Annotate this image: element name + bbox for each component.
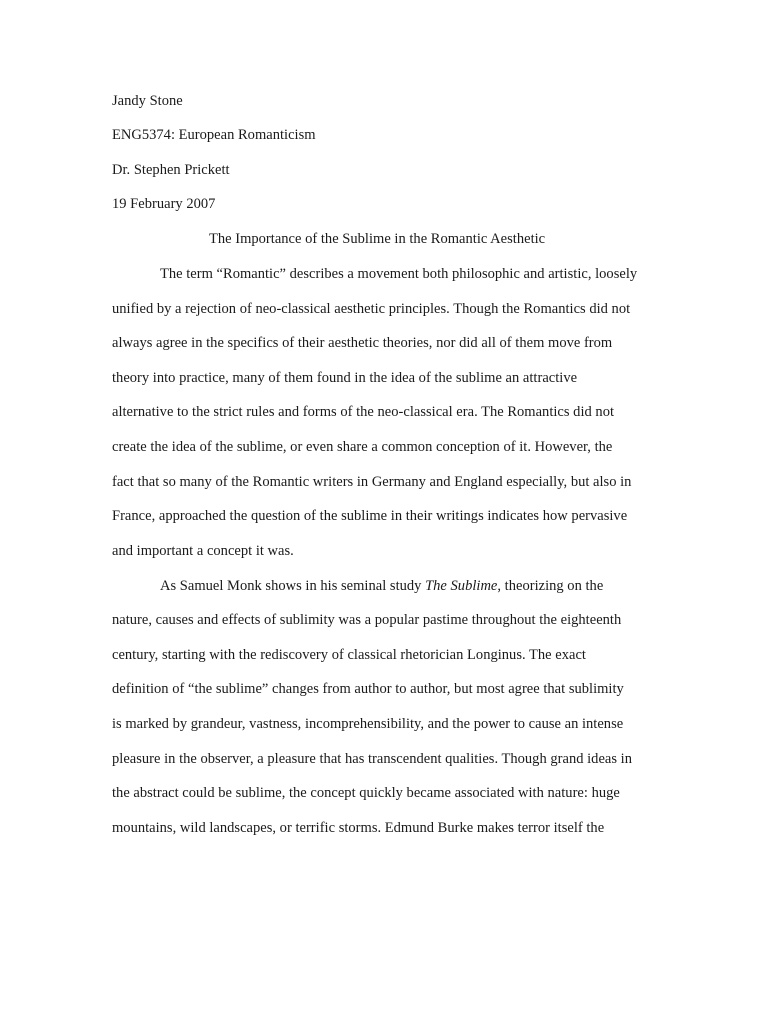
paragraph-2-line: the abstract could be sublime, the concept quickly became associated with nature: huge — [112, 785, 620, 801]
paragraph-1-line: alternative to the strict rules and forms of the neo-classical era. The Romantics did not — [112, 404, 615, 420]
book-title-italic: The Sublime — [425, 578, 498, 594]
instructor-name: Dr. Stephen Prickett — [112, 162, 230, 178]
paragraph-2-line: nature, causes and effects of sublimity was a popular pastime throughout the eighteenth — [112, 612, 622, 628]
paragraph-1-line: and important a concept it was. — [112, 543, 294, 559]
course-name: ENG5374: European Romanticism — [112, 127, 316, 143]
paragraph-2-suffix: , theorizing on the — [497, 578, 604, 594]
document-title: The Importance of the Sublime in the Romantic Aesthetic — [209, 231, 546, 247]
paragraph-2-line: is marked by grandeur, vastness, incomprehensibility, and the power to cause an intense — [112, 716, 624, 732]
paragraph-1-line: fact that so many of the Romantic writers in Germany and England especially, but also in — [112, 474, 632, 490]
document-date: 19 February 2007 — [112, 196, 216, 212]
paragraph-1-line: France, approached the question of the sublime in their writings indicates how pervasive — [112, 508, 628, 524]
paragraph-2-line: definition of “the sublime” changes from author to author, but most agree that sublimity — [112, 681, 624, 697]
paragraph-2-line: mountains, wild landscapes, or terrific storms. Edmund Burke makes terror itself the — [112, 820, 605, 836]
paragraph-2-prefix: As Samuel Monk shows in his seminal study — [160, 578, 426, 594]
paragraph-2-line: century, starting with the rediscovery of classical rhetorician Longinus. The exact — [112, 647, 586, 663]
paragraph-1-line: create the idea of the sublime, or even share a common conception of it. However, the — [112, 439, 613, 455]
paragraph-1-line: unified by a rejection of neo-classical aesthetic principles. Though the Romantics did not — [112, 301, 631, 317]
paragraph-2-line: pleasure in the observer, a pleasure that has transcendent qualities. Though grand ideas in — [112, 751, 632, 767]
paragraph-2-first-line — [160, 577, 603, 595]
paragraph-1-line: The term “Romantic” describes a movement both philosophic and artistic, loosely — [160, 266, 638, 282]
paragraph-1-line: theory into practice, many of them found in the idea of the sublime an attractive — [112, 370, 578, 386]
paragraph-1-line: always agree in the specifics of their aesthetic theories, nor did all of them move from — [112, 335, 613, 351]
author-name: Jandy Stone — [112, 93, 183, 109]
